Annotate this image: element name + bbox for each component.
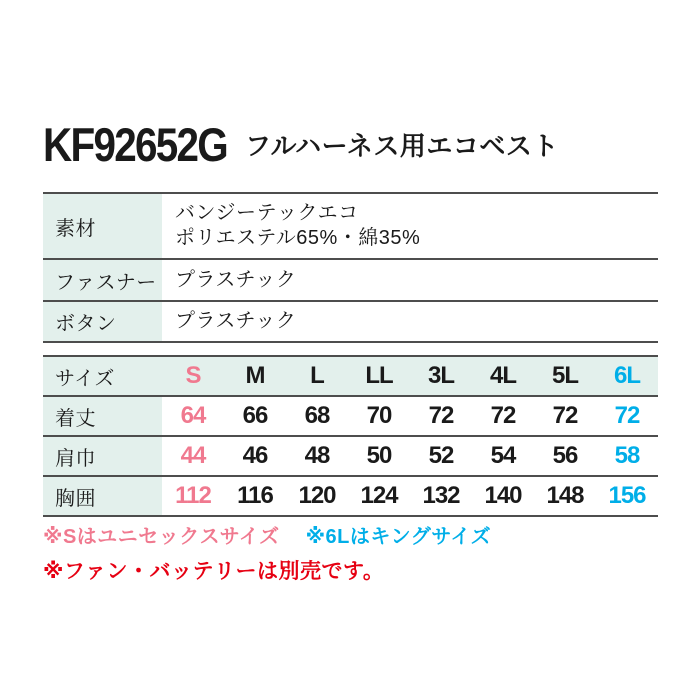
chest-s: 112 [175, 482, 211, 509]
spec-label-fastener: ファスナー [43, 260, 162, 300]
spec-label-material: 素材 [43, 194, 162, 258]
size-header-label: サイズ [55, 367, 115, 390]
chest-ll: 124 [360, 482, 398, 509]
size-col-ll: LL [365, 362, 393, 389]
size-col-5l: 5L [551, 362, 578, 389]
spec-value-material-line2: ポリエステル65%・綿35% [175, 227, 421, 249]
shoulder-width-5l: 56 [552, 442, 578, 469]
chest-6l: 156 [608, 482, 646, 509]
body-length-l: 68 [304, 402, 330, 429]
shoulder-width-ll: 50 [366, 442, 392, 469]
spec-row-material [43, 194, 658, 260]
body-length-5l: 72 [552, 402, 578, 429]
spec-value-button: プラスチック [175, 310, 297, 332]
spec-row-button [43, 302, 658, 343]
note-fan-battery-sold-separately: ※ファン・バッテリーは別売です。 [43, 560, 385, 583]
body-length-ll: 70 [366, 402, 392, 429]
body-length-label: 着丈 [43, 397, 162, 435]
shoulder-width-l: 48 [304, 442, 330, 469]
chest-l: 120 [298, 482, 336, 509]
title-row [43, 120, 683, 170]
size-col-m: M [245, 362, 265, 389]
product-name: フルハーネス用エコベスト [245, 131, 559, 161]
note-king-size: ※6Lはキングサイズ [305, 526, 492, 548]
chest-label: 胸囲 [43, 477, 162, 515]
size-col-s: S [185, 362, 201, 389]
body-length-3l: 72 [428, 402, 454, 429]
chest-m: 116 [237, 482, 273, 509]
size-header-row [43, 357, 658, 397]
product-model-code: KF92652G [43, 118, 227, 171]
size-col-6l: 6L [613, 362, 640, 389]
size-row-shoulder-width [43, 437, 658, 477]
spec-row-fastener [43, 260, 658, 302]
shoulder-width-m: 46 [242, 442, 268, 469]
shoulder-width-4l: 54 [490, 442, 516, 469]
chest-5l: 148 [546, 482, 584, 509]
size-col-l: L [310, 362, 324, 389]
shoulder-width-6l: 58 [614, 442, 640, 469]
notes-line-1 [43, 520, 491, 549]
body-length-m: 66 [242, 402, 268, 429]
shoulder-width-3l: 52 [428, 442, 454, 469]
spec-value-fastener: プラスチック [175, 268, 297, 291]
size-col-4l: 4L [489, 362, 516, 389]
spec-table [43, 192, 658, 343]
chest-3l: 132 [422, 482, 460, 509]
shoulder-width-label: 肩巾 [43, 437, 162, 475]
note-unisex-size: ※Sはユニセックスサイズ [43, 526, 280, 548]
size-row-chest [43, 477, 658, 517]
size-table [43, 355, 658, 517]
body-length-4l: 72 [490, 402, 516, 429]
spec-value-material [162, 194, 658, 258]
body-length-6l: 72 [614, 402, 640, 429]
body-length-s: 64 [180, 402, 206, 429]
spec-value-material-line1: バンジーテックエコ [175, 202, 359, 224]
spec-label-button: ボタン [43, 302, 162, 341]
size-col-3l: 3L [427, 362, 454, 389]
chest-4l: 140 [484, 482, 522, 509]
shoulder-width-s: 44 [180, 442, 206, 469]
size-row-body-length [43, 397, 658, 437]
